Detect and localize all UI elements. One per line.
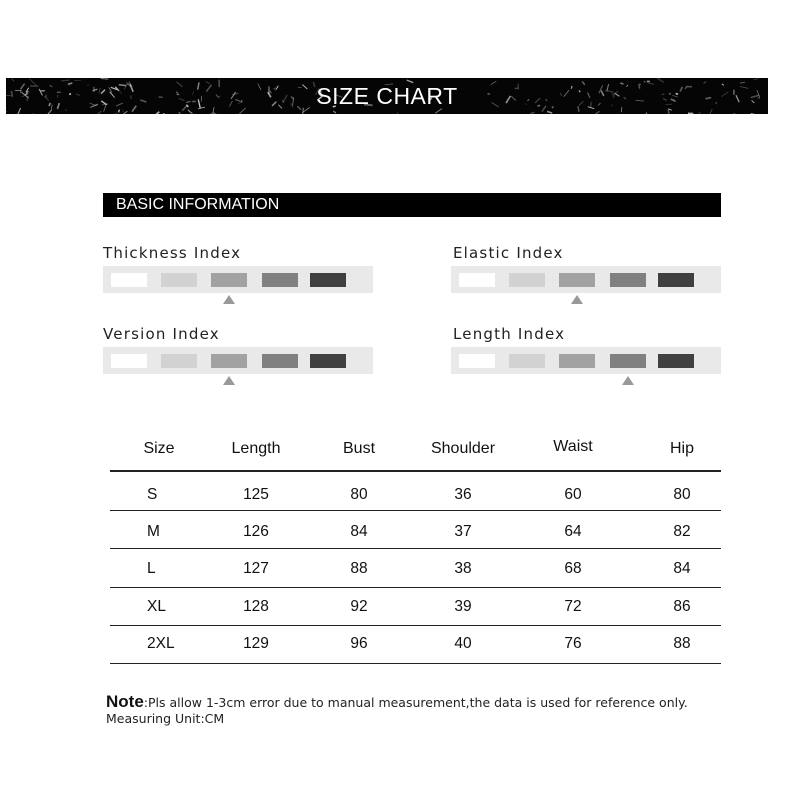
note-text: :Pls allow 1-3cm error due to manual measurement,the data is used for reference only. [143, 695, 688, 710]
scale-swatch-5 [310, 354, 346, 368]
table-cell-length: 129 [243, 635, 269, 652]
column-header-shoulder: Shoulder [430, 440, 496, 457]
table-cell-bust: 88 [350, 560, 368, 577]
elastic-index-pointer [571, 295, 583, 304]
measuring-unit: Measuring Unit:CM [106, 711, 225, 726]
table-cell-length: 128 [243, 598, 269, 615]
table-cell-bust: 92 [350, 598, 368, 615]
scale-swatch-4 [262, 273, 298, 287]
table-bottom-rule [110, 663, 721, 664]
scale-swatch-2 [161, 273, 197, 287]
table-cell-shoulder: 40 [454, 635, 472, 652]
length-index-label: Length Index [453, 325, 566, 343]
scale-swatch-1 [459, 273, 495, 287]
measurement-note [106, 692, 688, 712]
length-index-scale [451, 347, 721, 374]
elastic-index-label: Elastic Index [453, 244, 564, 262]
table-cell-shoulder: 38 [454, 560, 472, 577]
scale-swatch-3 [211, 354, 247, 368]
scale-swatch-5 [310, 273, 346, 287]
column-header-bust: Bust [342, 440, 376, 457]
scale-swatch-1 [111, 354, 147, 368]
table-cell-hip: 86 [673, 598, 691, 615]
table-cell-size: L [147, 560, 156, 577]
length-index-pointer [622, 376, 634, 385]
table-cell-waist: 72 [564, 598, 582, 615]
scale-swatch-3 [559, 273, 595, 287]
scale-swatch-4 [610, 354, 646, 368]
table-header-rule [110, 470, 721, 472]
version-index-pointer [223, 376, 235, 385]
scale-swatch-1 [111, 273, 147, 287]
scale-swatch-3 [211, 273, 247, 287]
table-row-divider [110, 587, 721, 588]
table-cell-bust: 84 [350, 523, 368, 540]
scale-swatch-3 [559, 354, 595, 368]
column-header-length: Length [231, 440, 281, 457]
table-cell-waist: 76 [564, 635, 582, 652]
table-row-divider [110, 548, 721, 549]
table-cell-size: M [147, 523, 160, 540]
scale-swatch-5 [658, 354, 694, 368]
basic-information-header [103, 193, 721, 217]
scale-swatch-2 [509, 273, 545, 287]
table-cell-size: S [147, 486, 158, 503]
elastic-index-scale [451, 266, 721, 293]
version-index-label: Version Index [103, 325, 220, 343]
table-cell-shoulder: 36 [454, 486, 472, 503]
table-row-divider [110, 510, 721, 511]
table-cell-length: 126 [243, 523, 269, 540]
table-cell-hip: 82 [673, 523, 691, 540]
table-cell-hip: 80 [673, 486, 691, 503]
banner-title: SIZE CHART [316, 83, 458, 109]
table-cell-shoulder: 37 [454, 523, 472, 540]
scale-swatch-2 [509, 354, 545, 368]
table-cell-length: 127 [243, 560, 269, 577]
column-header-waist: Waist [553, 438, 593, 455]
scale-swatch-1 [459, 354, 495, 368]
table-cell-size: XL [147, 598, 166, 615]
table-cell-hip: 88 [673, 635, 691, 652]
scale-swatch-4 [262, 354, 298, 368]
section-title: BASIC INFORMATION [116, 196, 280, 213]
thickness-index-scale [103, 266, 373, 293]
table-cell-waist: 64 [564, 523, 582, 540]
thickness-index-pointer [223, 295, 235, 304]
version-index-scale [103, 347, 373, 374]
table-cell-length: 125 [243, 486, 269, 503]
table-cell-size: 2XL [147, 635, 175, 652]
table-row-divider [110, 625, 721, 626]
column-header-hip: Hip [669, 440, 695, 457]
table-cell-waist: 60 [564, 486, 582, 503]
table-cell-waist: 68 [564, 560, 582, 577]
table-cell-shoulder: 39 [454, 598, 472, 615]
column-header-size: Size [143, 440, 175, 457]
scale-swatch-4 [610, 273, 646, 287]
size-chart-banner [6, 78, 768, 114]
scale-swatch-5 [658, 273, 694, 287]
table-cell-bust: 96 [350, 635, 368, 652]
scale-swatch-2 [161, 354, 197, 368]
table-cell-bust: 80 [350, 486, 368, 503]
note-label: Note [106, 692, 144, 711]
thickness-index-label: Thickness Index [103, 244, 242, 262]
table-cell-hip: 84 [673, 560, 691, 577]
